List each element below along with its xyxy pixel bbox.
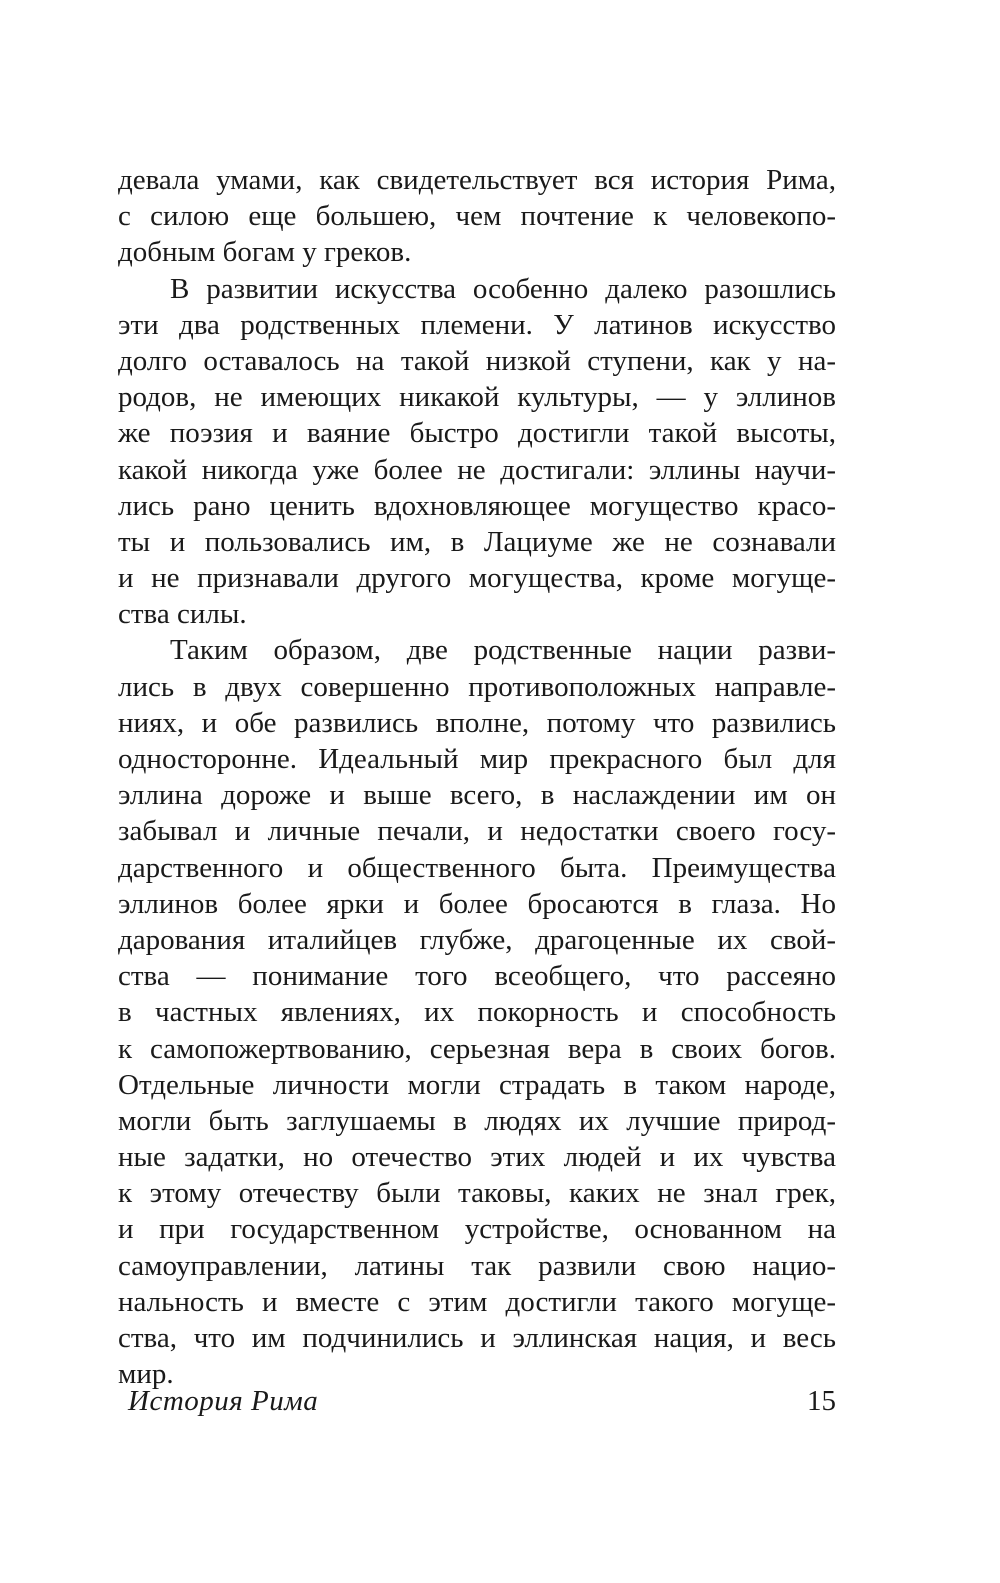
text-line: добным богам у греков. (118, 236, 412, 269)
text-line: с силою еще большею, чем почтение к человекопо- (118, 200, 836, 233)
text-line: в частных явлениях, их покорность и способность (118, 996, 836, 1029)
text-line: ты и пользовались им, в Лациуме же не сознавали (118, 525, 836, 558)
text-line: забывал и личные печали, и недостатки своего госу- (118, 815, 836, 848)
text-line: к этому отечеству были таковы, каких не знал грек, (118, 1177, 836, 1210)
text-line: и при государственном устройстве, основанном на (118, 1213, 836, 1246)
text-line: девала умами, как свидетельствует вся история Рима, (118, 164, 836, 196)
text-line: же поэзия и ваяние быстро достигли такой высоты, (118, 417, 836, 450)
text-line: лись в двух совершенно противоположных направле- (118, 670, 836, 703)
text-line: Таким образом, две родственные нации разви- (170, 634, 836, 667)
text-line: дарственного и общественного быта. Преимущества (118, 851, 836, 884)
text-line: эллинов более ярки и более бросаются в глаза. Но (118, 887, 836, 920)
paragraph (118, 162, 836, 271)
text-line: ные задатки, но отечество этих людей и их чувства (118, 1141, 836, 1174)
text-line: эллина дороже и выше всего, в наслаждении им он (118, 779, 836, 812)
text-line: лись рано ценить вдохновляющее могущество красо- (118, 489, 836, 522)
page-number: 15 (807, 1385, 836, 1417)
paragraph (118, 271, 836, 633)
text-line: ства, что им подчинились и эллинская нация, и весь (118, 1322, 836, 1354)
body-text (118, 162, 836, 1392)
text-line: родов, не имеющих никакой культуры, — у эллинов (118, 381, 836, 414)
text-line: ства силы. (118, 598, 247, 631)
text-line: самоуправлении, латины так развили свою нацио- (118, 1249, 836, 1282)
paragraph (118, 632, 836, 1392)
text-line: могли быть заглушаемы в людях их лучшие природ- (118, 1104, 836, 1137)
text-line: ниях, и обе развились вполне, потому что развились (118, 706, 836, 739)
text-line: односторонне. Идеальный мир прекрасного был для (118, 743, 836, 775)
running-footer-title: История Рима (128, 1385, 319, 1417)
text-line: Отдельные личности могли страдать в таком народе, (118, 1068, 836, 1101)
text-line: к самопожертвованию, серьезная вера в своих богов. (118, 1032, 836, 1065)
text-line: ства — понимание того всеобщего, что рассеяно (118, 960, 836, 993)
text-line: долго оставалось на такой низкой ступени, как у на- (118, 344, 836, 377)
text-line: В развитии искусства особенно далеко разошлись (170, 272, 836, 305)
text-line: эти два родственных племени. У латинов искусство (118, 308, 836, 341)
text-line: нальность и вместе с этим достигли такого могуще- (118, 1285, 836, 1318)
text-line: какой никогда уже более не достигали: эллины научи- (118, 453, 836, 486)
text-line: мир. (118, 1358, 174, 1391)
text-line: дарования италийцев глубже, драгоценные их свой- (118, 923, 836, 956)
text-line: и не признавали другого могущества, кроме могуще- (118, 562, 836, 595)
